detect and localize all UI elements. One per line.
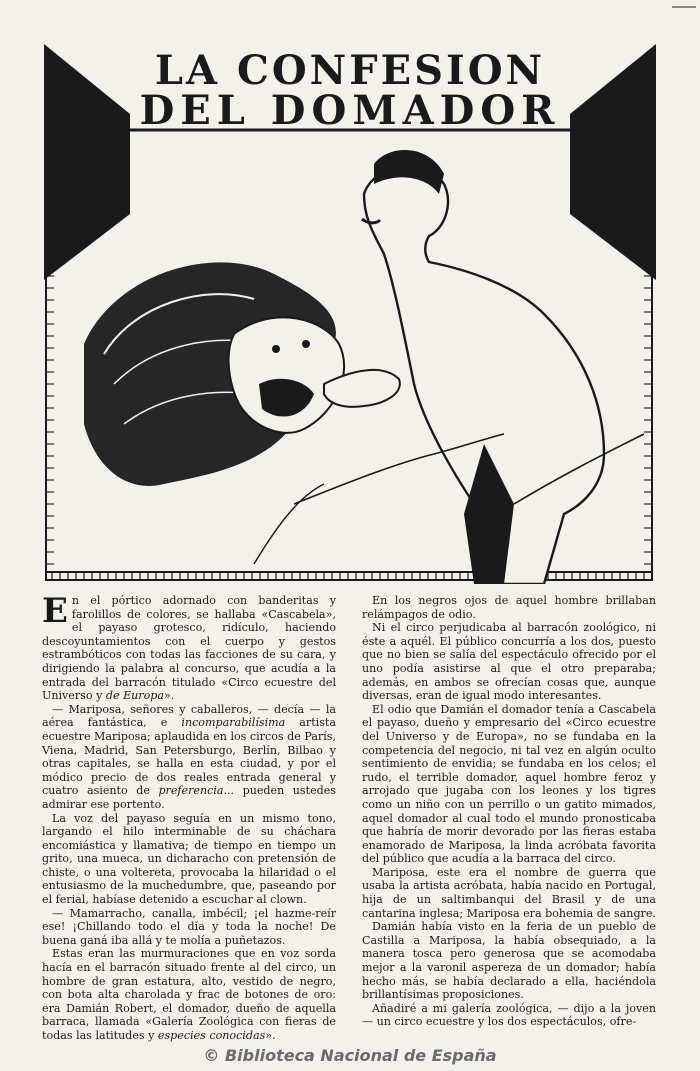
paragraph-1 bbox=[42, 591, 336, 703]
title-line-1: LA CONFESION bbox=[154, 47, 546, 94]
paragraph-2 bbox=[42, 703, 336, 812]
paragraph-5-italic: especies conocidas bbox=[157, 1029, 266, 1042]
paragraph-9: Mariposa, este era el nombre de guerra que usaba la artista acróbata, había nacido en Portugal, hija de un saltimbanqui del Brasil y de una cantarina inglesa; Mariposa era bohemia de sangre. bbox=[362, 865, 656, 920]
paragraph-1-end: ». bbox=[164, 689, 175, 703]
paragraph-2-italic-2: preferencia... bbox=[158, 784, 235, 798]
paragraph-1-text: n el pórtico adornado con banderitas y farolillos de colores, se hallaba «Cascabela», el payaso grotesco, ridículo, haciendo descoyuntamientos con el cuerpo y gestos estrambóticos con todas las facciones de su cara, y dirigiendo la palabra al concurso, que acudía a la entrada del barracón titulado «Circo ecuestre del Universo y bbox=[42, 594, 336, 703]
page-edge-mark bbox=[672, 6, 696, 20]
header-illustration bbox=[44, 44, 656, 584]
paragraph-7: Ni el circo perjudicaba al barracón zoológico, ni éste a aquél. El público concurría a los dos, puesto que no bien se salía del espectáculo ofrecido por el uno podía asistirse al que el otro preparaba; además, en ambos se ofrecían cosas que, aunque diversas, eran de igual modo interesantes. bbox=[362, 621, 656, 703]
article-column-right bbox=[362, 594, 656, 1029]
paragraph-8: El odio que Damián el domador tenía a Cascabela el payaso, dueño y empresario del «Circo ecuestre del Universo y de Europa», no se fundaba en la competencia del negocio, ni tal vez en algún oculto sentimiento de envidia; se fundaba en los celos; el rudo, el terrible domador, aquel hombre feroz y arrojado que jugaba con los leones y los tigres como un niño con un perrillo o un gatito mimados, aquel domador al cual todo el mundo pronosticaba que habría de morir devorado por las fieras estaba enamorado de Mariposa, la linda acróbata favorita del público que acudía a la barraca del circo. bbox=[362, 702, 656, 866]
drop-cap: E bbox=[42, 591, 68, 631]
paragraph-5 bbox=[42, 947, 336, 1042]
paragraph-11: Añadiré a mi galería zoológica, — dijo a la joven — un circo ecuestre y los dos espectáculos, ofre- bbox=[362, 1001, 656, 1029]
paragraph-2-text-2: artista ecuestre Mariposa; aplaudida en los circos de París, Viena, Madrid, San Petersburgo, Berlín, Bilbao y otras capitales, se halla en esta ciudad, y por el módico precio de dos reales entrada general y cuatro asiento de bbox=[42, 716, 336, 798]
paragraph-5-text: Estas eran las murmuraciones que en voz sorda hacía en el barracón situado frente al del circo, un hombre de gran estatura, alto, vestido de negro, con bota alta charolada y frac de botones de oro: era Damián Robert, el domador, dueño de aquella barraca, llamada «Galería Zoológica con fieras de todas las latitudes y bbox=[42, 947, 336, 1042]
article-column-left bbox=[42, 591, 336, 1043]
paragraph-4: — Mamarracho, canalla, imbécil; ¡el hazme-reír ese! ¡Chillando todo el día y toda la noche! De buena ganá iba allá y te molía a puñetazos. bbox=[42, 906, 336, 947]
paragraph-2-end: pueden ustedes admirar ese portento. bbox=[42, 784, 336, 811]
paragraph-5-end: ». bbox=[265, 1029, 276, 1042]
paragraph-6: En los negros ojos de aquel hombre brillaban relámpagos de odio. bbox=[362, 594, 656, 621]
paragraph-10: Damián había visto en la feria de un pueblo de Castilla a Mariposa, la había obsequiado, a la manera tosca pero generosa que se acomodaba mejor a la varonil aspereza de un domador; había hecho más, se había declarado a ella, haciéndola brillantísimas proposiciones. bbox=[362, 920, 656, 1002]
paragraph-1-italic: de Europa bbox=[105, 689, 165, 703]
paragraph-2-italic: incomparabilísima bbox=[181, 716, 286, 730]
copyright-footer: © Biblioteca Nacional de España bbox=[203, 1046, 497, 1065]
paragraph-2-text: — Mariposa, señores y caballeros, — decía — la aérea fantástica, e bbox=[42, 702, 336, 730]
title-line-2: DEL DOMADOR bbox=[139, 87, 561, 134]
lion-tamer-illustration-icon bbox=[44, 44, 656, 584]
paragraph-3: La voz del payaso seguía en un mismo tono, largando el hilo interminable de su cháchara encomiástica y llamativa; de tiempo en tiempo un grito, una mueca, un dicharacho con pretensión de chiste, o una voltereta, provocaba la hilaridad o el entusiasmo de la muchedumbre, que, paseando por el ferial, habíase detenido a escuchar al clown. bbox=[42, 811, 336, 907]
